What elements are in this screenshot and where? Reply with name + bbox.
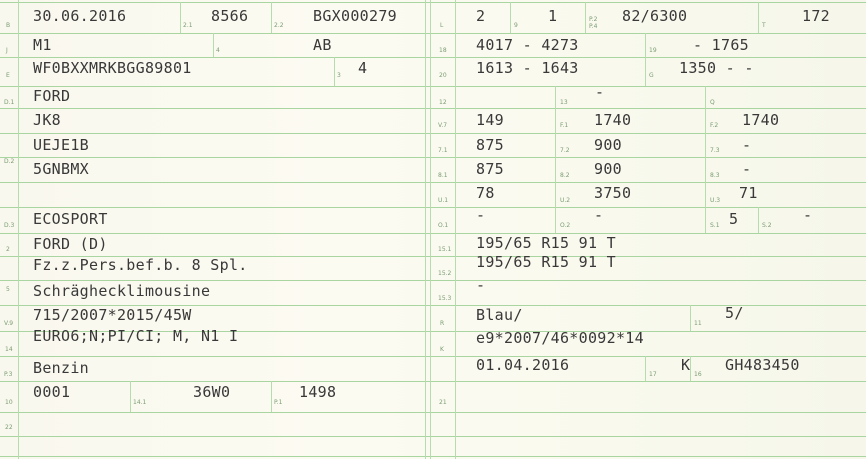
top-speed: 172 <box>802 7 830 25</box>
field-code-22: 22 <box>5 424 13 431</box>
field-code-8-2: 8.2 <box>560 172 570 179</box>
type: JK8 <box>33 111 61 129</box>
body-type: Schräghecklimousine <box>33 282 211 300</box>
column-divider <box>425 0 426 459</box>
axle-load-7-1: 875 <box>476 136 504 154</box>
field-code-F2: F.2 <box>710 122 719 129</box>
ec-approval: e9*2007/46*0092*14 <box>476 329 644 347</box>
field-code-J: J <box>6 47 8 54</box>
field-code-9: 9 <box>514 22 518 29</box>
trade-name: ECOSPORT <box>33 210 108 228</box>
field-code-P1: P.1 <box>274 399 283 406</box>
field-code-2-1: 2.1 <box>183 22 193 29</box>
column-divider <box>430 0 431 459</box>
field-code-8-3: 8.3 <box>710 172 720 179</box>
field-rule <box>271 381 272 412</box>
row-rule <box>0 108 866 109</box>
column-rule <box>455 0 456 459</box>
length: 4017 - 4273 <box>476 36 579 54</box>
field-code-10: 10 <box>5 399 13 406</box>
field-rule <box>645 33 646 86</box>
field-code-17: 17 <box>649 371 657 378</box>
document-number: GH483450 <box>725 356 800 374</box>
field-code-L: L <box>440 22 444 29</box>
field-code-5: 5 <box>6 286 10 293</box>
field-rule <box>180 2 181 33</box>
axle-load-8-2: 900 <box>594 160 622 178</box>
make: FORD <box>33 87 71 105</box>
field-code-S2: S.2 <box>762 222 772 229</box>
field-code-7-3: 7.3 <box>710 147 720 154</box>
field-code-T: T <box>762 22 766 29</box>
field-rule <box>690 305 691 331</box>
field-code-Q: Q <box>710 99 715 106</box>
displacement: 1498 <box>299 383 337 401</box>
first-registration-date: 30.06.2016 <box>33 7 127 25</box>
axle-load-8-3: - <box>742 160 752 178</box>
field-rule <box>758 2 759 33</box>
field-code-18: 18 <box>439 47 447 54</box>
seats-s1: 5 <box>729 210 739 228</box>
color: Blau/ <box>476 306 523 324</box>
field-rule <box>705 86 706 233</box>
row-rule <box>0 2 866 3</box>
field-code-K: K <box>440 346 444 353</box>
field-s2-value: - <box>803 206 813 224</box>
code-2-1: 0001 <box>33 383 71 401</box>
field-15-2-value: - <box>476 276 486 294</box>
field-code-7-2: 7.2 <box>560 147 570 154</box>
field-code-S1: S.1 <box>710 222 720 229</box>
noise-u2: 3750 <box>594 184 632 202</box>
vehicle-class: M1 <box>33 36 52 54</box>
field-2-1-value: 8566 <box>211 7 249 25</box>
field-code-16: 16 <box>694 371 702 378</box>
field-code-14-1: 14.1 <box>133 399 147 406</box>
field-rule <box>758 207 759 233</box>
mass-f2: 1740 <box>742 111 780 129</box>
axle-load-7-3: - <box>742 136 752 154</box>
row-rule <box>0 280 866 281</box>
field-12-value: - <box>595 83 605 101</box>
field-code-13: 13 <box>560 99 568 106</box>
field-code-D1: D.1 <box>4 99 15 106</box>
type-approval: 715/2007*2015/45W <box>33 306 192 324</box>
co2: 149 <box>476 111 504 129</box>
row-rule <box>0 86 866 87</box>
field-rule <box>334 57 335 86</box>
field-code-15-1: 15.1 <box>438 246 452 253</box>
width: 1613 - 1643 <box>476 59 579 77</box>
noise-u1: 78 <box>476 184 495 202</box>
field-code-U3: U.3 <box>710 197 721 204</box>
row-rule <box>0 412 866 413</box>
k-label: K <box>681 356 691 374</box>
field-rule <box>213 33 214 57</box>
first-registration: 01.04.2016 <box>476 356 570 374</box>
vehicle-class-text: Fz.z.Pers.bef.b. 8 Spl. <box>33 256 248 274</box>
axle-load-7-2: 900 <box>594 136 622 154</box>
code-2-2: 36W0 <box>193 383 231 401</box>
color-code: 5/ <box>725 304 744 322</box>
field-code-12: 12 <box>439 99 447 106</box>
field-rule <box>271 2 272 33</box>
field-code-E: E <box>6 72 10 79</box>
field-code-O2: O.2 <box>560 222 571 229</box>
field-code-U1: U.1 <box>438 197 449 204</box>
height: - 1765 <box>693 36 749 54</box>
column-rule <box>18 0 19 459</box>
field-code-U2: U.2 <box>560 197 571 204</box>
row-rule <box>0 57 866 58</box>
field-code-7-1: 7.1 <box>438 147 448 154</box>
vin: WF0BXXMRKBGG89801 <box>33 59 192 77</box>
field-rule <box>645 356 646 381</box>
tyre-axle-1: 195/65 R15 91 T <box>476 234 616 252</box>
field-code-20: 20 <box>439 72 447 79</box>
field-code-P3: P.3 <box>4 371 13 378</box>
noise-u3: 71 <box>739 184 758 202</box>
power-rpm: 82/6300 <box>622 7 688 25</box>
field-code-8-1: 8.1 <box>438 172 448 179</box>
tyre-axle-2: 195/65 R15 91 T <box>476 253 616 271</box>
field-code-21: 21 <box>439 399 447 406</box>
row-rule <box>0 182 866 183</box>
field-code-2-2: 2.2 <box>274 22 284 29</box>
body-code: AB <box>313 36 332 54</box>
field-rule <box>555 86 556 233</box>
field-code-O1: O.1 <box>438 222 449 229</box>
field-code-11: 11 <box>694 320 702 327</box>
row-rule <box>0 157 866 158</box>
row-rule <box>0 456 866 457</box>
version: 5GNBMX <box>33 160 89 178</box>
field-code-R: R <box>440 320 445 327</box>
seats-standing: 1 <box>548 7 558 25</box>
field-code-3: 3 <box>337 72 341 79</box>
row-rule <box>0 33 866 34</box>
field-code-D3: D.3 <box>4 222 15 229</box>
field-rule <box>130 381 131 412</box>
field-code-15-2: 15.2 <box>438 270 452 277</box>
field-code-2: 2 <box>6 246 10 253</box>
seats: 2 <box>476 7 486 25</box>
field-2-2-value: BGX000279 <box>313 7 397 25</box>
field-code-14: 14 <box>5 346 13 353</box>
row-rule <box>0 233 866 234</box>
field-code-B: B <box>6 22 11 29</box>
field-code-D2: D.2 <box>4 158 15 165</box>
manufacturer: FORD (D) <box>33 235 108 253</box>
field-rule <box>510 2 511 33</box>
check-digit: 4 <box>358 59 368 77</box>
variant: UEJE1B <box>33 136 89 154</box>
field-code-V9: V.9 <box>4 320 14 327</box>
mass-f1: 1740 <box>594 111 632 129</box>
mass-g: 1350 - - <box>679 59 754 77</box>
row-rule <box>0 133 866 134</box>
field-code-G: G <box>649 72 654 79</box>
field-o1-value: - <box>476 206 486 224</box>
field-code-P2-P4: P.2 P.4 <box>589 16 598 30</box>
axle-load-8-1: 875 <box>476 160 504 178</box>
field-code-V7: V.7 <box>438 122 448 129</box>
field-code-4: 4 <box>216 47 220 54</box>
field-o2-value: - <box>594 206 604 224</box>
row-rule <box>0 436 866 437</box>
field-code-F1: F.1 <box>560 122 569 129</box>
emission-class: EURO6;N;PI/CI; M, N1 I <box>33 327 239 345</box>
fuel-type: Benzin <box>33 359 89 377</box>
field-rule <box>585 2 586 33</box>
field-code-15-3: 15.3 <box>438 295 452 302</box>
row-rule <box>0 207 866 208</box>
field-code-19: 19 <box>649 47 657 54</box>
